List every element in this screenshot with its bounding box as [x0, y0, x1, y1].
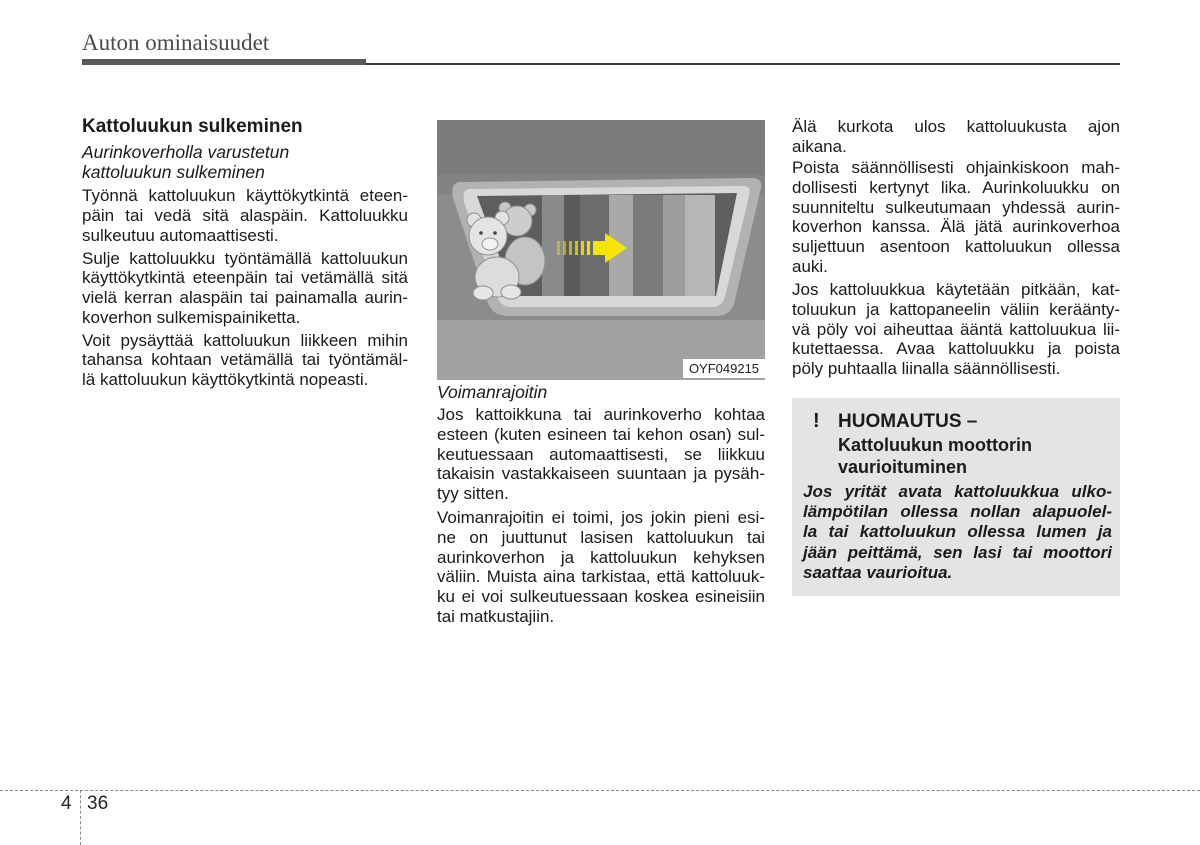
text-line: koverhon sulkemispainiketta. [82, 307, 301, 327]
text-line: Voit pysäyttää kattoluukun liikkeen mihin [82, 330, 408, 350]
text-line: toluukun ja kattopaneelin väliin keräänty- [792, 299, 1120, 319]
section-title: Auton ominaisuudet [82, 30, 270, 55]
text-line: tahansa kohtaan vetämällä tai työntämäl- [82, 350, 408, 370]
notice-box [792, 398, 1120, 596]
notice-title: HUOMAUTUS – [838, 411, 978, 432]
sunshade-panel [633, 195, 663, 296]
chapter-number: 4 [61, 793, 72, 814]
text-line: Poista säännöllisesti ohjainkiskoon mah- [792, 158, 1120, 177]
sunshade-panel [663, 195, 685, 296]
sunshade-panels [542, 195, 715, 296]
text-line: Voimanrajoitin ei toimi, jos jokin pieni esi- [437, 508, 765, 527]
text-line: aurinkoverhon ja kattoluukun kehyksen [437, 547, 765, 567]
section-heading: Kattoluukun sulkeminen [82, 116, 303, 137]
notice-text-line: saattaa vaurioitua. [803, 562, 953, 582]
sunshade-panel [542, 195, 564, 296]
paragraph [82, 249, 408, 328]
paragraph [82, 331, 408, 390]
text-line: tai matkustajiin. [437, 606, 555, 626]
paragraph [792, 158, 1120, 277]
text-line: vä pöly voi aiheuttaa ääntä kattoluukua lii- [792, 319, 1120, 339]
figure-code-label: OYF049215 [688, 361, 760, 376]
text-line: tyy sitten. [437, 484, 509, 504]
text-line: Työnnä kattoluukun käyttökytkintä eteen- [82, 186, 408, 205]
text-line: keutuessaan automaattisesti, se liikkuu [437, 444, 765, 464]
exclamation-icon: ! [813, 410, 820, 432]
text-line: esteen (kuten esineen tai kehon osan) sul- [437, 424, 765, 444]
text-line: Jos kattoikkuna tai aurinkoverho kohtaa [437, 405, 765, 424]
notice-subtitle-line: vaurioituminen [838, 457, 968, 477]
text-line: Jos kattoluukkua käytetään pitkään, kat- [792, 280, 1120, 299]
paragraph [437, 405, 765, 504]
text-line: suunniteltu sulkeutumaan yhdessä aurin- [792, 197, 1120, 217]
text-line: väliin. Muista aina tarkistaa, että kattoluuk- [437, 567, 765, 587]
text-line: lä kattoluukun käyttökytkintä nopeasti. [82, 370, 369, 390]
sunshade-panel [685, 195, 715, 296]
text-line: takaisin vastakkaiseen suuntaan ja pysäh- [437, 464, 765, 484]
text-line: ku ei voi sulkeutuessaan koskea esineisiin [437, 587, 765, 607]
text-line: Älä kurkota ulos kattoluukusta ajon [792, 117, 1120, 136]
notice-body [803, 482, 1112, 583]
notice-text-line: lämpötilan ollessa nollan alapuolel- [803, 502, 1112, 522]
text-line: päin tai vedä sitä alaspäin. Kattoluukku [82, 205, 408, 225]
text-line: käyttökytkintä eteenpäin tai vetämällä sitä [82, 268, 408, 288]
subheading-line: kattoluukun sulkeminen [82, 161, 265, 182]
subheading-line: Aurinkoverholla varustetun [82, 142, 290, 162]
text-line: sulkeutuu automaattisesti. [82, 225, 279, 245]
footer-dashed-line [0, 790, 1200, 791]
text-line: pöly puhtaalla liinalla säännöllisesti. [792, 359, 1061, 379]
notice-subtitle-line: Kattoluukun moottorin [838, 435, 1032, 455]
subsection-heading [82, 143, 408, 183]
header-rule-thin [366, 63, 1120, 65]
paragraph [437, 508, 765, 627]
paragraph [82, 186, 408, 245]
text-line: koverhon kanssa. Älä jätä aurinkoverhoa [792, 217, 1120, 237]
text-line: ne on juuttunut lasisen kattoluukun tai [437, 527, 765, 547]
text-line: Sulje kattoluukku työntämällä kattoluukun [82, 248, 408, 268]
text-line: auki. [792, 256, 828, 276]
page-number: 36 [87, 793, 109, 814]
text-line: kutettaessa. Avaa kattoluukku ja poista [792, 339, 1120, 359]
notice-text-line: la tai kattoluukun ollessa lumen ja [803, 522, 1112, 542]
sunroof-illustration [437, 120, 765, 380]
paragraph [792, 280, 1120, 379]
text-line: dollisesti kertynyt lika. Aurinkoluukku on [792, 177, 1120, 197]
text-line: suljettuun asentoon kattoluukun ollessa [792, 237, 1120, 257]
text-line: aikana. [792, 136, 847, 156]
notice-subtitle [838, 434, 1032, 478]
headliner-dark-band [437, 120, 765, 175]
footer-dashed-divider [80, 790, 81, 845]
sunroof-figure [437, 120, 765, 380]
subsection-heading: Voimanrajoitin [437, 382, 548, 402]
text-line: vielä kerran alaspäin tai painamalla aurin- [82, 288, 408, 308]
paragraph [792, 117, 1120, 157]
header-rule-thick [82, 59, 366, 65]
notice-text-line: jään peittämä, sen lasi tai moottori [803, 542, 1112, 562]
notice-text-line: Jos yrität avata kattoluukkua ulko- [803, 482, 1112, 501]
